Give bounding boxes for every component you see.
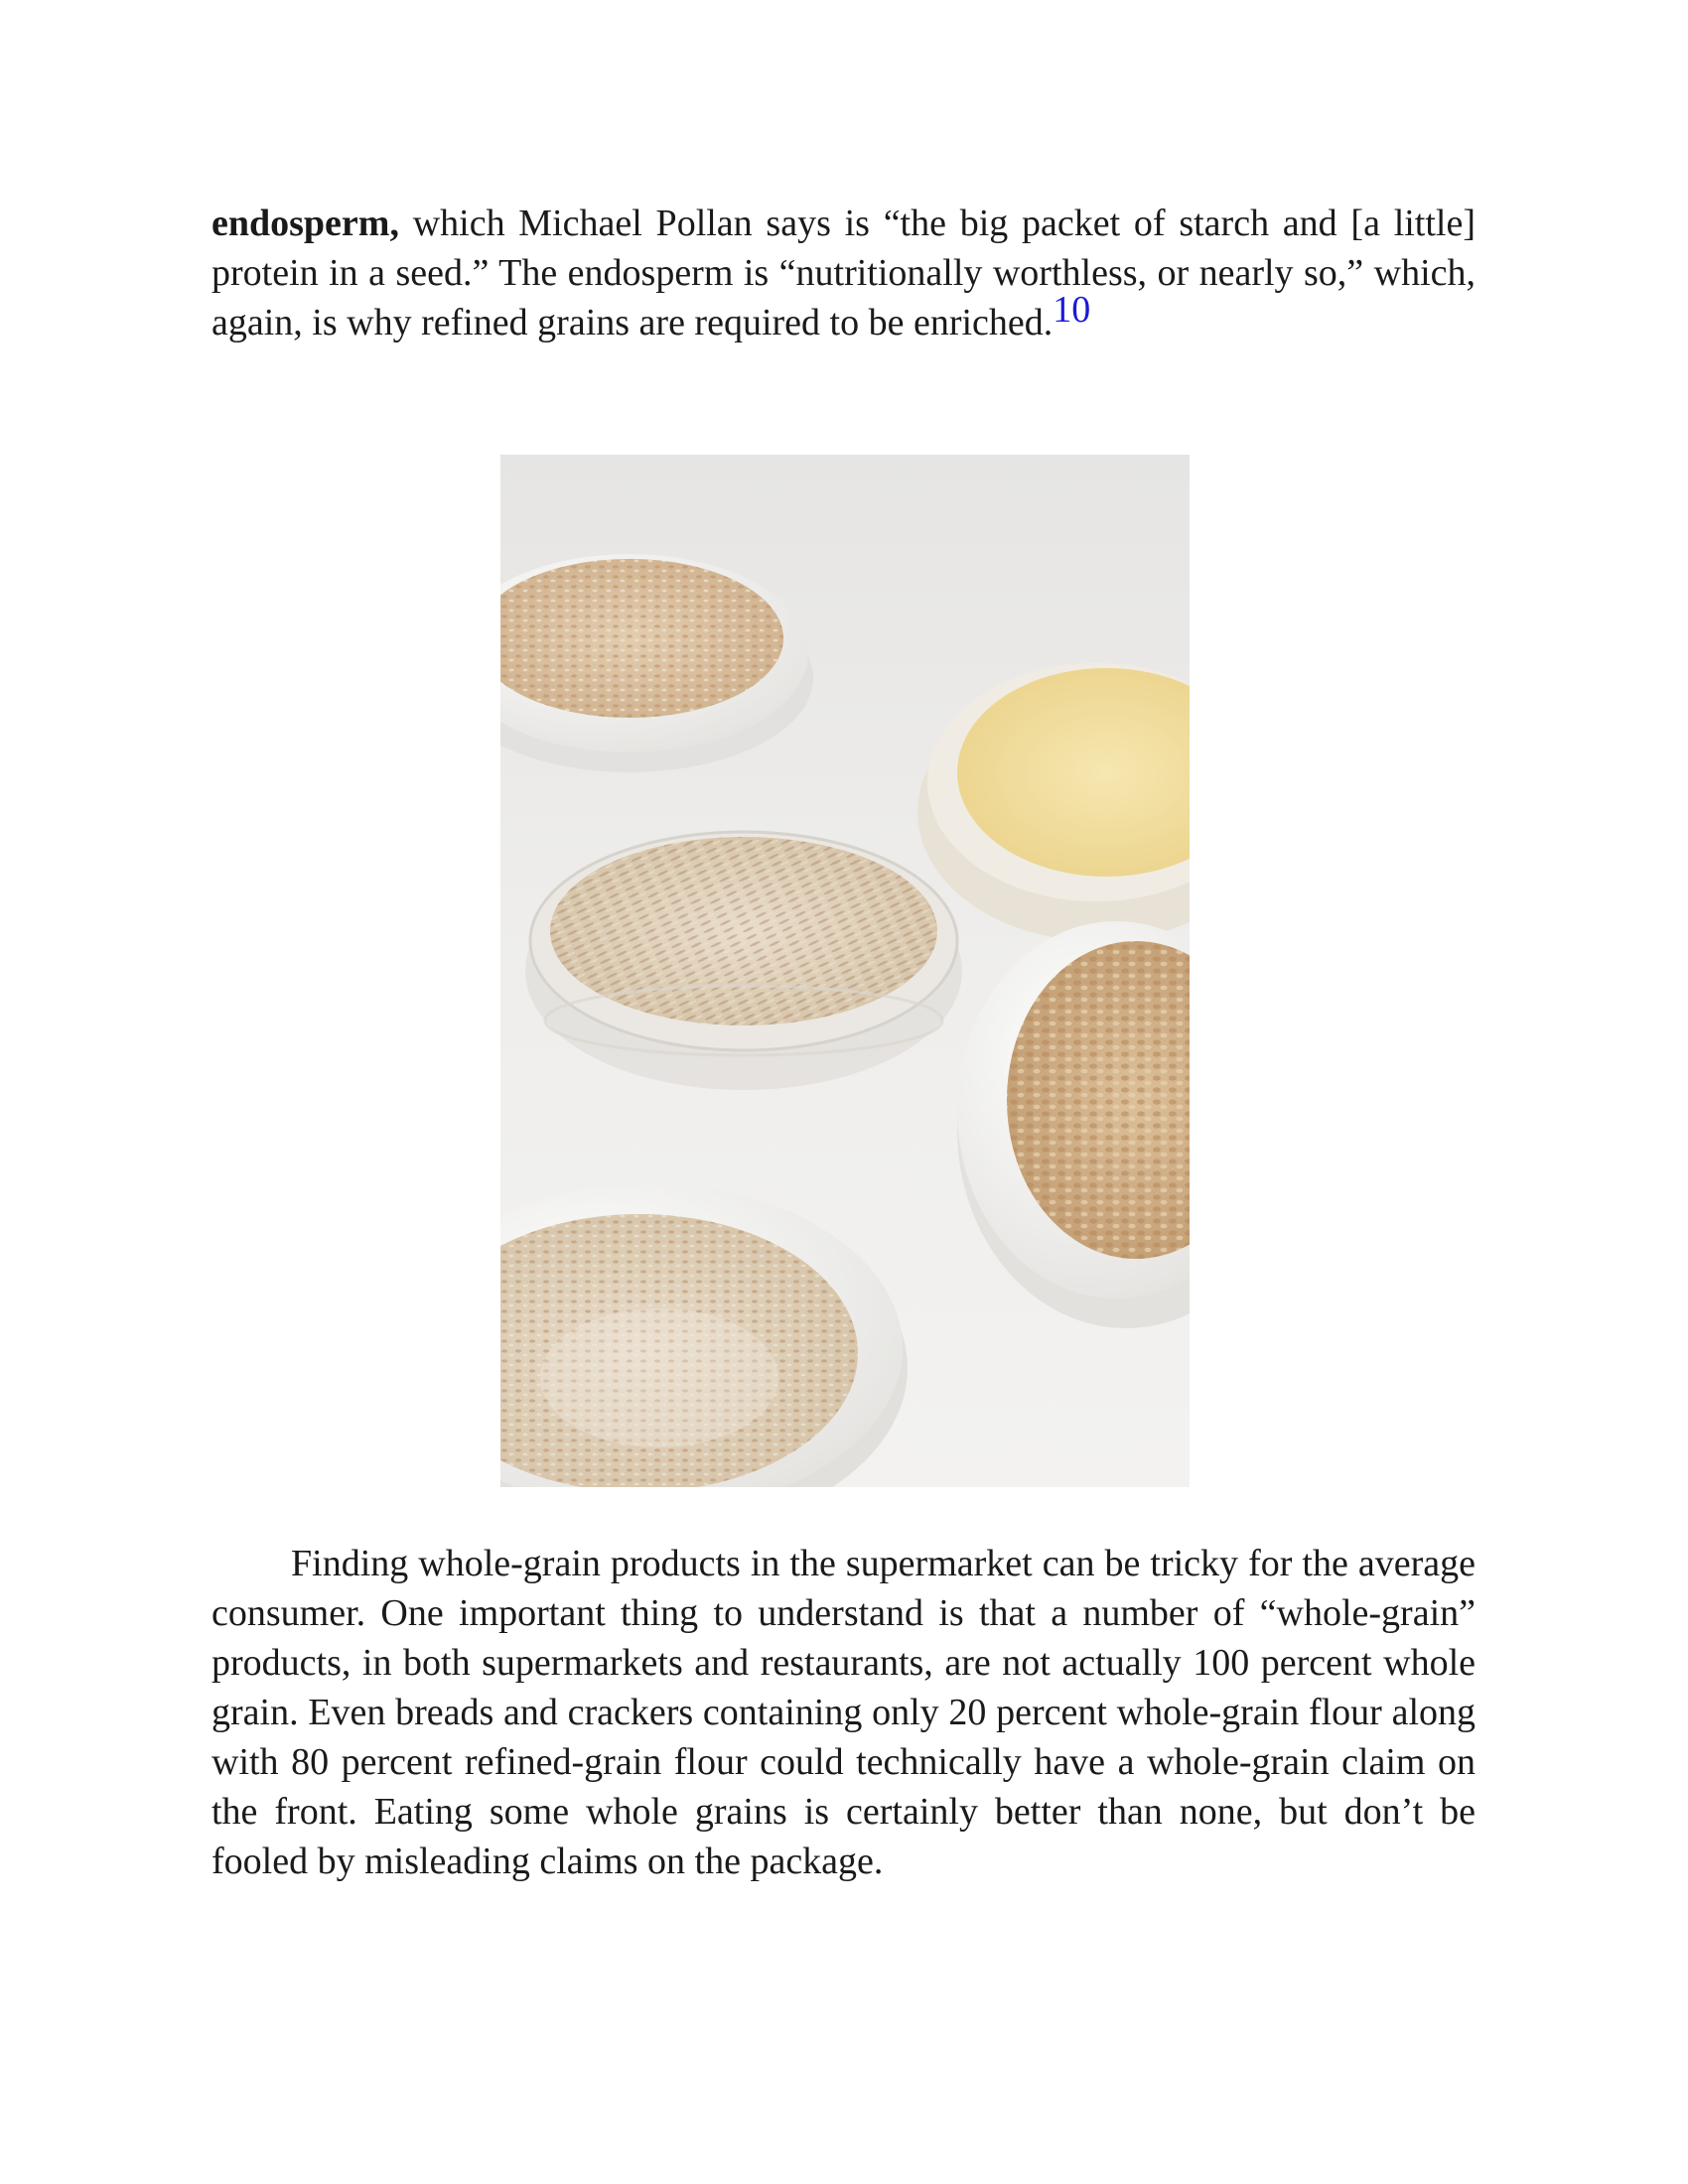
grain-bowls-photo [500,455,1190,1487]
paragraph-whole-grain: Finding whole-grain products in the supermarket can be tricky for the average consumer. One important thing to understand is that a number of “whole-grain” products, in both supermarkets and restaurants, are not actually 100 percent whole grain. Even breads and crackers containing only 20 percent whole-grain flour along with 80 percent refined-grain flour could technically have a whole-grain claim on the front. Eating some whole grains is certainly better than none, but don’t be fooled by misleading claims on the package. [211,1543,1476,1882]
footnote-link[interactable]: 10 [1053,289,1091,331]
bold-term: endosperm, [211,203,399,244]
paragraph-text: which Michael Pollan says is “the big packet of starch and [a little] protein in a seed.” The endosperm is “nutritionally worthless, or nearly so,” which, again, is why refined grains are required to be enriched. [211,203,1476,343]
paragraph-endosperm [211,199,1476,347]
grain-bowls-photo-icon [500,455,1190,1487]
